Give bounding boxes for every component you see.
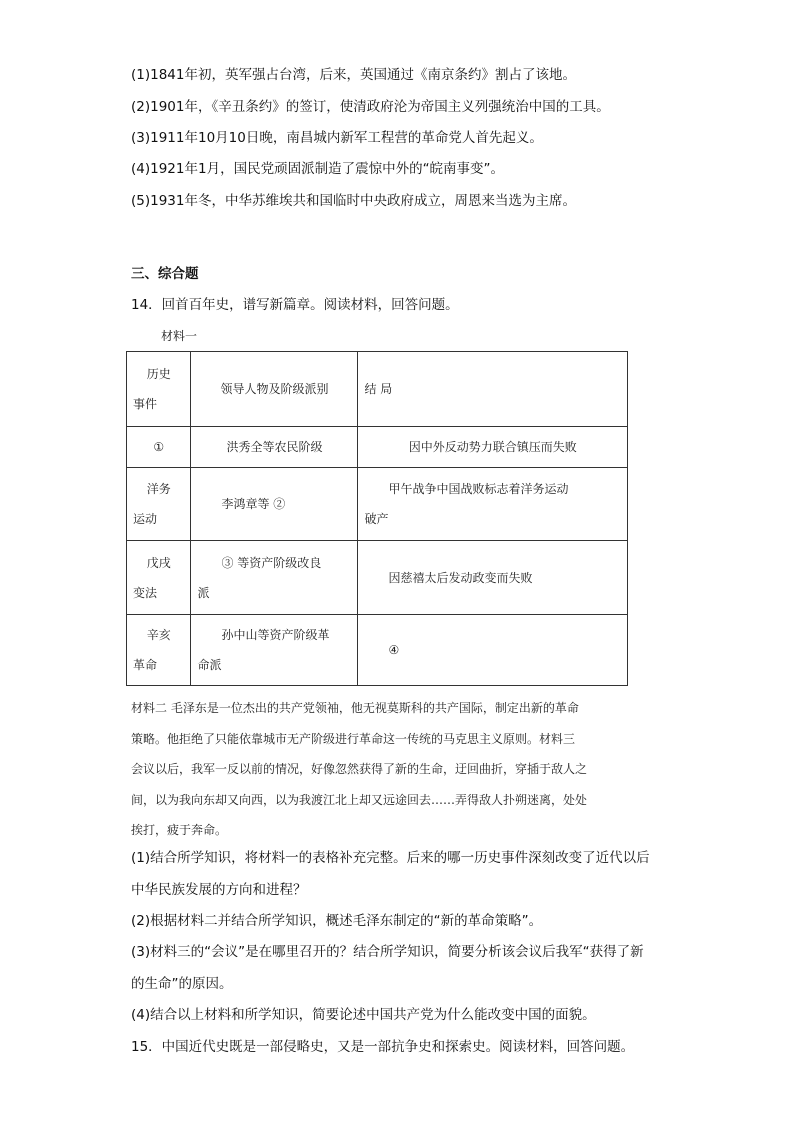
section-heading: 三、综合题 xyxy=(131,266,199,282)
material-2-paragraph xyxy=(131,693,665,846)
question-line: 的生命”的原因。 xyxy=(131,976,233,992)
header-event-line2: 事件 xyxy=(133,397,158,411)
table-row xyxy=(127,468,628,541)
row4-event-line1: 辛亥 xyxy=(146,628,171,642)
row2-event-line2: 运动 xyxy=(133,512,158,526)
intro-item-1: (1)1841年初，英军强占台湾，后来，英国通过《南京条约》割占了该地。 xyxy=(131,67,576,83)
row3-leader-line1: ③ 等资产阶级改良 xyxy=(221,555,322,570)
row2-outcome-line1: 甲午战争中国战败标志着洋务运动 xyxy=(388,482,569,496)
material-2-line: 材料二 毛泽东是一位杰出的共产党领袖，他无视莫斯科的共产国际，制定出新的革命 xyxy=(131,701,579,715)
row4-event-line2: 革命 xyxy=(133,658,158,672)
question-15-stem: 15．中国近代史既是一部侵略史，又是一部抗争史和探索史。阅读材料，回答问题。 xyxy=(131,1039,635,1055)
row4-event-cell xyxy=(127,615,191,686)
material-1-label: 材料一 xyxy=(161,329,198,343)
question-line: (2)根据材料二并结合所学知识，概述毛泽东制定的“新的革命策略”。 xyxy=(131,913,543,929)
row2-leader: 李鸿章等 ② xyxy=(191,468,358,541)
intro-item-4: (4)1921年1月，国民党顽固派制造了震惊中外的“皖南事变”。 xyxy=(131,161,505,177)
question-line: 中华民族发展的方向和进程？ xyxy=(131,882,307,898)
header-event-cell xyxy=(127,352,191,427)
row4-leader-cell xyxy=(191,615,358,686)
row4-leader-line2: 命派 xyxy=(197,658,222,672)
row3-event-cell xyxy=(127,541,191,615)
table-header-row xyxy=(127,352,628,427)
question-line: (3)材料三的“会议”是在哪里召开的？结合所学知识，简要分析该会议后我军“获得了新 xyxy=(131,944,644,960)
material-2-line: 策略。他拒绝了只能依靠城市无产阶级进行革命这一传统的马克思主义原则。材料三 xyxy=(131,731,576,746)
row3-event-line2: 变法 xyxy=(133,585,158,600)
header-leader-cell: 领导人物及阶级派别 xyxy=(191,352,358,427)
row2-outcome-cell xyxy=(358,468,628,541)
question-14-stem: 14．回首百年史，谱写新篇章。阅读材料，回答问题。 xyxy=(131,297,459,313)
table-row xyxy=(127,427,628,468)
row4-leader-line1: 孙中山等资产阶级革 xyxy=(221,628,330,642)
row3-outcome: 因慈禧太后发动政变而失败 xyxy=(358,541,628,615)
header-outcome-cell: 结 局 xyxy=(358,352,628,427)
header-event-line1: 历史 xyxy=(146,367,171,381)
row3-leader-line2: 派 xyxy=(197,585,210,600)
row3-leader-cell xyxy=(191,541,358,615)
table-row xyxy=(127,615,628,686)
row2-event-line1: 洋务 xyxy=(146,482,171,496)
material-1-table xyxy=(126,351,628,686)
question-line: (4)结合以上材料和所学知识，简要论述中国共产党为什么能改变中国的面貌。 xyxy=(131,1007,596,1023)
intro-item-3: (3)1911年10月10日晚，南昌城内新军工程营的革命党人首先起义。 xyxy=(131,130,543,146)
row1-event: ① xyxy=(127,427,191,468)
intro-item-5: (5)1931年冬，中华苏维埃共和国临时中央政府成立，周恩来当选为主席。 xyxy=(131,193,576,209)
material-2-line: 间，以为我向东却又向西，以为我渡江北上却又远途回去……弄得敌人扑朔迷离，处处 xyxy=(131,792,588,807)
row1-leader: 洪秀全等农民阶级 xyxy=(191,427,358,468)
row2-outcome-line2: 破产 xyxy=(364,512,389,526)
row1-outcome: 因中外反动势力联合镇压而失败 xyxy=(358,427,628,468)
intro-item-2: (2)1901年，《辛丑条约》的签订，使清政府沦为帝国主义列强统治中国的工具。 xyxy=(131,99,610,115)
table-row xyxy=(127,541,628,615)
row4-outcome: ④ xyxy=(358,615,628,686)
row3-event-line1: 戊戌 xyxy=(146,555,171,570)
question-line: (1)结合所学知识，将材料一的表格补充完整。后来的哪一历史事件深刻改变了近代以后 xyxy=(131,850,650,866)
row2-event-cell xyxy=(127,468,191,541)
material-2-line: 挨打，疲于奔命。 xyxy=(131,823,228,837)
material-2-line: 会议以后，我军一反以前的情况，好像忽然获得了新的生命，迂回曲折，穿插于敌人之 xyxy=(131,762,588,776)
